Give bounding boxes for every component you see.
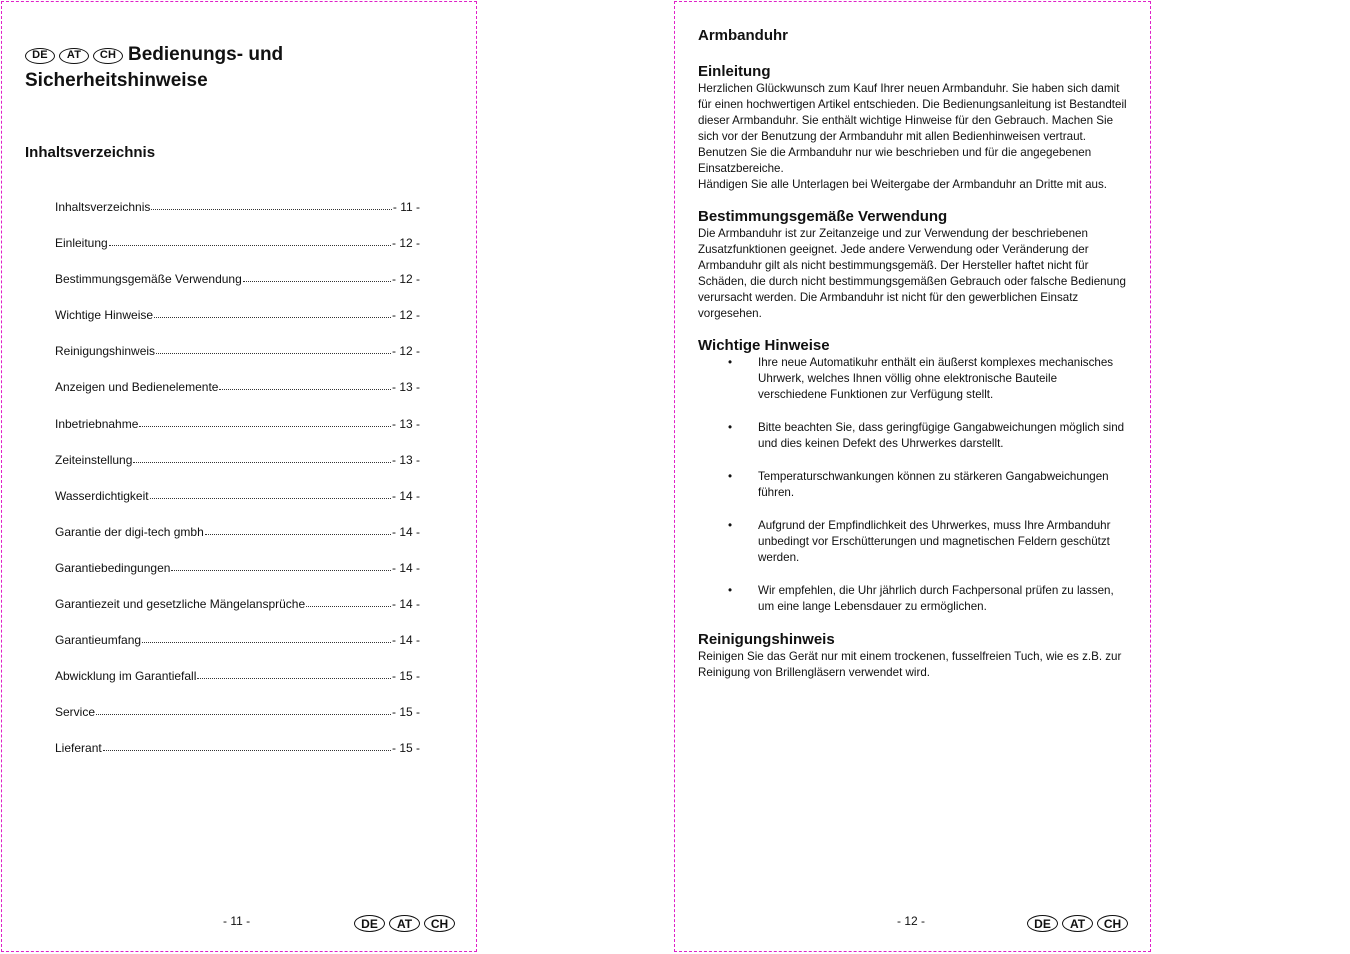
toc-entry-page: - 15 - — [391, 705, 420, 720]
toc-entry — [55, 633, 420, 669]
bullet-icon: • — [728, 421, 733, 434]
section-heading-reinigung: Reinigungshinweis — [698, 631, 835, 648]
toc-leader-dots — [205, 525, 391, 535]
toc-entry — [55, 741, 420, 777]
toc-entry-label: Abwicklung im Garantiefall — [55, 669, 197, 684]
list-item-text: Wir empfehlen, die Uhr jährlich durch Fachpersonal prüfen zu lassen, um eine lange Lebensdauer zu ermöglichen. — [758, 584, 1114, 613]
bullet-icon: • — [728, 519, 733, 532]
page-number: - 12 - — [897, 914, 926, 928]
table-of-contents — [55, 200, 420, 778]
paragraph: Händigen Sie alle Unterlagen bei Weitergabe der Armbanduhr an Dritte mit aus. — [698, 178, 1108, 191]
section-heading-verwendung: Bestimmungsgemäße Verwendung — [698, 208, 948, 225]
list-item — [698, 583, 1128, 615]
toc-entry — [55, 597, 420, 633]
country-badge-at: AT — [389, 915, 420, 932]
toc-entry-page: - 12 - — [391, 308, 420, 323]
toc-heading: Inhaltsverzeichnis — [25, 144, 156, 161]
toc-leader-dots — [109, 236, 391, 246]
toc-entry — [55, 272, 420, 308]
hinweise-list — [698, 355, 1128, 615]
list-item-text: Temperaturschwankungen können zu stärkeren Gangabweichungen führen. — [758, 470, 1109, 499]
toc-entry-label: Wichtige Hinweise — [55, 308, 154, 323]
toc-entry — [55, 236, 420, 272]
list-item — [698, 420, 1128, 452]
toc-leader-dots — [139, 417, 391, 427]
toc-entry-label: Wasserdichtigkeit — [55, 488, 149, 503]
toc-leader-dots — [103, 741, 391, 751]
country-badge-at: AT — [1062, 915, 1093, 932]
list-item — [698, 518, 1128, 566]
list-item — [698, 355, 1128, 403]
toc-entry-label: Garantiezeit und gesetzliche Mängelansprüche — [55, 597, 306, 612]
section-body-reinigung: Reinigen Sie das Gerät nur mit einem trockenen, fusselfreien Tuch, wie es z.B. zur Reinigung von Brillengläsern verwendet wird. — [698, 650, 1122, 679]
toc-entry-page: - 14 - — [391, 524, 420, 539]
toc-entry-page: - 12 - — [391, 272, 420, 287]
list-item-text: Aufgrund der Empfindlichkeit des Uhrwerkes, muss Ihre Armbanduhr unbedingt vor Erschütterungen und magnetischen Feldern geschützt werden. — [758, 519, 1111, 564]
toc-entry — [55, 489, 420, 525]
toc-entry-page: - 14 - — [391, 560, 420, 575]
toc-entry-label: Garantieumfang — [55, 633, 142, 648]
toc-leader-dots — [96, 705, 391, 715]
section-heading-einleitung: Einleitung — [698, 63, 771, 80]
toc-entry-page: - 12 - — [391, 236, 420, 251]
section-heading-hinweise: Wichtige Hinweise — [698, 337, 830, 354]
country-badge-de: DE — [354, 915, 385, 932]
toc-entry-label: Lieferant — [55, 741, 102, 756]
paragraph: Herzlichen Glückwunsch zum Kauf Ihrer neuen Armbanduhr. Sie haben sich damit für einen hochwertigen Artikel entschieden. Die Bedienungsanleitung ist Bestandteil dieser Armbanduhr. Sie enthält wichtige Hinweise für den Gebrauch. Machen Sie sich vor der Benutzung der Armbanduhr mit allen Bedienhinweisen vertraut. Benutzen Sie die Armbanduhr nur wie beschrieben und für die angegebenen Einsatzbereiche. — [698, 82, 1127, 175]
country-badge-ch: CH — [93, 48, 123, 64]
section-body-verwendung: Die Armbanduhr ist zur Zeitanzeige und zur Verwendung der beschriebenen Zusatzfunktionen geeignet. Jede andere Verwendung oder Veränderung der Armbanduhr gilt als nicht bestimmungsgemäß. Der Hersteller haftet nicht für Schäden, die durch nicht bestimmungsgemäßen Gebrauch oder falsche Bedienung verursacht werden. Die Armbanduhr ist nicht für den gewerblichen Einsatz vorgesehen. — [698, 227, 1126, 320]
toc-entry-page: - 13 - — [391, 452, 420, 467]
toc-leader-dots — [154, 308, 391, 318]
page-title — [25, 42, 465, 94]
toc-entry — [55, 705, 420, 741]
toc-entry-page: - 13 - — [391, 416, 420, 431]
toc-leader-dots — [150, 489, 391, 499]
toc-entry-page: - 14 - — [391, 488, 420, 503]
document-title: Armbanduhr — [698, 27, 788, 44]
toc-entry-label: Service — [55, 705, 96, 720]
country-badge-de: DE — [25, 48, 55, 64]
right-page — [674, 1, 1151, 952]
country-badge-ch: CH — [1097, 915, 1128, 932]
toc-entry-page: - 15 - — [391, 669, 420, 684]
toc-entry — [55, 669, 420, 705]
bullet-icon: • — [728, 584, 733, 597]
toc-entry-label: Bestimmungsgemäße Verwendung — [55, 272, 242, 287]
toc-entry — [55, 561, 420, 597]
toc-entry — [55, 453, 420, 489]
page-number: - 11 - — [223, 914, 251, 928]
toc-entry — [55, 380, 420, 416]
toc-entry-label: Inbetriebnahme — [55, 416, 139, 431]
right-page-content — [698, 26, 1128, 696]
toc-entry-page: - 11 - — [392, 200, 420, 214]
toc-leader-dots — [171, 561, 391, 571]
list-item — [698, 469, 1128, 501]
toc-entry — [55, 308, 420, 344]
toc-entry-page: - 14 - — [391, 633, 420, 648]
toc-entry-page: - 13 - — [391, 380, 420, 395]
toc-leader-dots — [133, 453, 391, 463]
country-badges — [25, 48, 123, 64]
toc-leader-dots — [306, 597, 391, 607]
toc-leader-dots — [219, 380, 391, 390]
country-badge-de: DE — [1027, 915, 1058, 932]
toc-entry-label: Reinigungshinweis — [55, 344, 156, 359]
list-item-text: Ihre neue Automatikuhr enthält ein äußerst komplexes mechanisches Uhrwerk, welches Ihnen völlig ohne elektronische Bauteile verschiedene Funktionen zur Verfügung stellt. — [758, 356, 1114, 401]
toc-entry-label: Garantie der digi-tech gmbh — [55, 524, 204, 539]
country-badge-ch: CH — [424, 915, 455, 932]
toc-entry-label: Inhaltsverzeichnis — [55, 200, 151, 214]
bullet-icon: • — [728, 470, 733, 483]
toc-leader-dots — [142, 633, 391, 643]
toc-leader-dots — [197, 669, 391, 679]
toc-entry — [55, 417, 420, 453]
toc-entry — [55, 200, 420, 236]
left-page — [1, 1, 477, 952]
page-title-text: Bedienungs- und Sicherheitshinweise — [25, 44, 284, 91]
toc-entry-label: Garantiebedingungen — [55, 560, 171, 575]
footer-country-badges — [354, 915, 455, 932]
toc-entry-page: - 14 - — [391, 597, 420, 612]
toc-entry-page: - 12 - — [391, 344, 420, 359]
country-badge-at: AT — [59, 48, 89, 64]
footer-country-badges — [1027, 915, 1128, 932]
list-item-text: Bitte beachten Sie, dass geringfügige Gangabweichungen möglich sind und dies keinen Defekt des Uhrwerkes darstellt. — [758, 421, 1125, 450]
toc-leader-dots — [156, 344, 391, 354]
toc-leader-dots — [151, 200, 391, 210]
bullet-icon: • — [728, 356, 733, 369]
toc-entry — [55, 525, 420, 561]
toc-entry — [55, 344, 420, 380]
toc-entry-label: Anzeigen und Bedienelemente — [55, 380, 219, 395]
toc-leader-dots — [243, 272, 391, 282]
toc-entry-page: - 15 - — [391, 741, 420, 756]
toc-entry-label: Zeiteinstellung — [55, 452, 133, 467]
section-body-einleitung — [698, 81, 1128, 193]
toc-entry-label: Einleitung — [55, 236, 108, 251]
